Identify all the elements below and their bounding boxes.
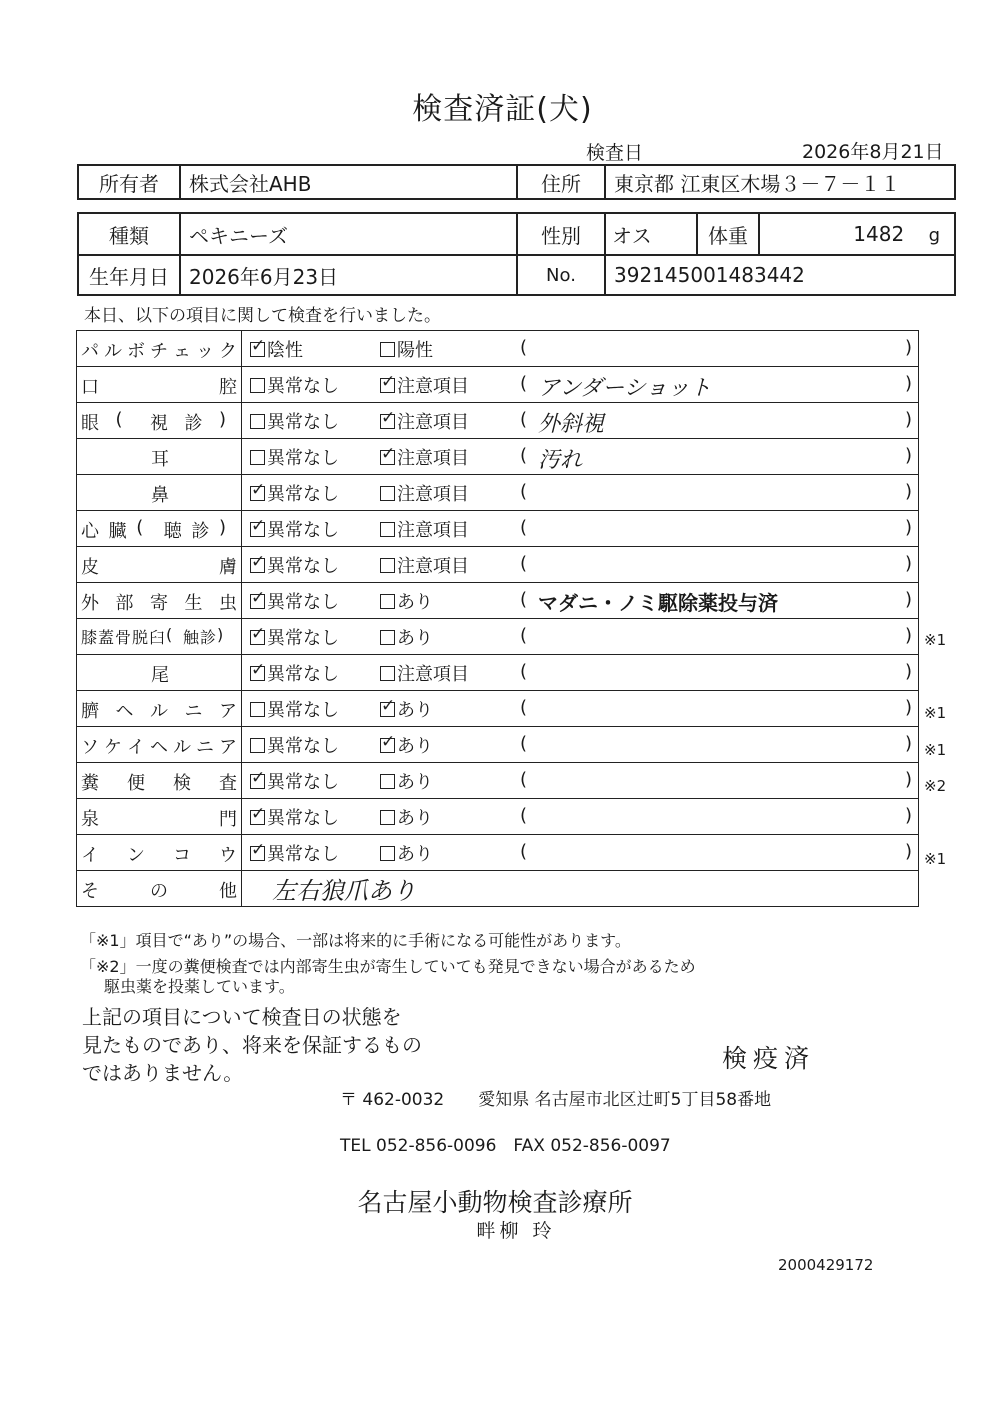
note-cell: [514, 799, 919, 835]
item-name-char: 寄: [150, 593, 168, 614]
table-row: [77, 367, 919, 403]
option-label: 異常なし: [267, 699, 339, 721]
note-cell: [514, 619, 919, 655]
option-finding: [372, 475, 514, 511]
document-title: 検査済証(犬): [412, 92, 593, 127]
birth-label: 生年月日: [78, 255, 180, 295]
footnote-mark: ※1: [924, 850, 947, 869]
sex-label: 性別: [517, 213, 605, 255]
option-finding: [372, 403, 514, 439]
table-row: [77, 799, 919, 835]
item-name-char: 臍: [81, 701, 99, 722]
paren-close: ): [904, 373, 912, 394]
option-normal: [242, 547, 373, 583]
table-row: [77, 727, 919, 763]
option-label: 注意項目: [397, 519, 469, 541]
option-normal: [242, 619, 373, 655]
paren-close: ): [904, 517, 912, 538]
checkbox[interactable]: [380, 846, 395, 861]
clinic-address: 〒 462-0032 愛知県 名古屋市北区辻町5丁目58番地: [340, 1090, 772, 1110]
item-name-char: イ: [81, 845, 99, 866]
table-row: [77, 511, 919, 547]
item-name-char: ): [219, 517, 227, 538]
paren-close: ): [904, 481, 912, 502]
table-row: [77, 691, 919, 727]
item-name: [77, 871, 242, 907]
table-row: [77, 655, 919, 691]
option-finding: [372, 331, 514, 367]
item-name-char: 生: [184, 593, 203, 614]
option-normal: [242, 475, 373, 511]
option-label: 異常なし: [267, 447, 339, 469]
option-label: 異常なし: [267, 771, 339, 793]
note-cell: [514, 583, 919, 619]
item-name-char: ル: [173, 737, 191, 758]
quarantine-stamp: 検疫済: [722, 1044, 816, 1073]
paren-open: (: [520, 697, 528, 718]
checkbox[interactable]: [380, 522, 395, 537]
item-name-char: 鼻: [151, 485, 169, 506]
option-label: あり: [397, 843, 433, 865]
item-name-char: 査: [219, 773, 237, 794]
option-normal: [242, 655, 373, 691]
item-name-char: コ: [173, 845, 191, 866]
note-cell: [514, 403, 919, 439]
note-text: マダニ・ノミ駆除薬投与済: [538, 591, 778, 615]
option-finding: [372, 835, 514, 871]
item-name-char: 蓋: [98, 628, 115, 647]
item-name-char: ル: [104, 341, 122, 362]
option-label: 注意項目: [397, 447, 469, 469]
paren-open: (: [520, 517, 528, 538]
paren-open: (: [520, 769, 528, 790]
item-name-char: ェ: [173, 341, 191, 362]
paren-open: (: [520, 589, 528, 610]
checkbox[interactable]: [380, 450, 395, 465]
disclaimer-line: ではありません。: [82, 1061, 244, 1085]
breed-value: ペキニーズ: [180, 213, 517, 255]
note-text: 外斜視: [538, 412, 605, 437]
table-row: [77, 583, 919, 619]
item-name-char: 眼: [81, 413, 99, 434]
table-row: [77, 331, 919, 367]
birth-value: 2026年6月23日: [180, 255, 517, 295]
paren-open: (: [520, 481, 528, 502]
checkbox[interactable]: [380, 486, 395, 501]
table-row: [77, 439, 919, 475]
item-name-char: ボ: [127, 341, 145, 362]
paren-open: (: [520, 409, 528, 430]
owner-value: 株式会社AHB: [180, 165, 517, 199]
footnote-1: 「※1」項目で“あり”の場合、一部は将来的に手術になる可能性があります。: [80, 931, 631, 950]
paren-close: ): [904, 661, 912, 682]
item-name: [77, 475, 242, 511]
clinic-phone: TEL 052-856-0096 FAX 052-856-0097: [340, 1136, 671, 1156]
option-label: 異常なし: [267, 375, 339, 397]
note-cell: [514, 547, 919, 583]
option-label: 異常なし: [267, 627, 339, 649]
item-name-char: 耳: [151, 449, 169, 470]
table-row-other: [77, 871, 919, 907]
paren-close: ): [904, 841, 912, 862]
option-label: あり: [397, 627, 433, 649]
paren-open: (: [520, 805, 528, 826]
option-label: あり: [397, 735, 433, 757]
other-findings: [242, 871, 919, 907]
checkbox[interactable]: [250, 594, 265, 609]
sex-value: オス: [606, 214, 697, 254]
option-label: 異常なし: [267, 663, 339, 685]
item-name-char: ン: [127, 845, 145, 866]
option-label: 異常なし: [267, 483, 339, 505]
option-finding: [372, 619, 514, 655]
item-name: [77, 835, 242, 871]
item-name: [77, 691, 242, 727]
paren-close: ): [904, 337, 912, 358]
item-name-char: 門: [219, 809, 237, 830]
item-name-char: 診: [191, 521, 210, 542]
address-value: 東京都 江東区木場３－７－１１: [605, 165, 955, 199]
item-name-char: 診: [200, 628, 217, 647]
footnote-2-cont: 駆虫薬を投薬しています。: [104, 977, 295, 996]
paren-open: (: [520, 661, 528, 682]
item-name-char: 脱: [132, 628, 149, 647]
paren-close: ): [904, 805, 912, 826]
option-label: 注意項目: [397, 555, 469, 577]
paren-close: ): [904, 625, 912, 646]
item-name-char: ウ: [219, 845, 237, 866]
intro-text: 本日、以下の項目に関して検査を行いました。: [84, 306, 441, 326]
checkbox[interactable]: [250, 702, 265, 717]
table-row: [77, 763, 919, 799]
option-label: 注意項目: [397, 411, 469, 433]
item-name-char: ヘ: [150, 737, 168, 758]
item-name-char: ニ: [196, 737, 214, 758]
option-label: あり: [397, 591, 433, 613]
item-name: [77, 547, 242, 583]
option-label: 異常なし: [267, 735, 339, 757]
option-label: 異常なし: [267, 411, 339, 433]
item-name-char: 聴: [163, 521, 182, 542]
option-label: 陽性: [397, 339, 433, 361]
item-name-char: 糞: [81, 773, 99, 794]
item-name-char: ): [217, 625, 224, 644]
option-finding: [372, 655, 514, 691]
checkbox[interactable]: [380, 342, 395, 357]
item-name: [77, 799, 242, 835]
paren-open: (: [520, 373, 528, 394]
checkbox[interactable]: [380, 810, 395, 825]
option-label: 異常なし: [267, 591, 339, 613]
item-name: [77, 619, 242, 655]
item-name-char: 骨: [115, 628, 132, 647]
checkbox[interactable]: [250, 450, 265, 465]
item-name-char: 外: [81, 593, 99, 614]
option-normal: [242, 511, 373, 547]
item-name: [77, 763, 242, 799]
option-normal: [242, 763, 373, 799]
option-label: あり: [397, 807, 433, 829]
option-finding: [372, 511, 514, 547]
paren-open: (: [520, 625, 528, 646]
option-finding: [372, 799, 514, 835]
item-name-char: そ: [81, 881, 99, 902]
item-name-char: ): [219, 409, 227, 430]
note-cell: [514, 475, 919, 511]
checkbox[interactable]: [380, 414, 395, 429]
option-normal: [242, 583, 373, 619]
checkbox[interactable]: [380, 558, 395, 573]
option-label: 陰性: [267, 339, 303, 361]
pet-table: [77, 212, 956, 296]
item-name-char: 便: [127, 773, 145, 794]
item-name: [77, 367, 242, 403]
checkbox[interactable]: [250, 738, 265, 753]
checkbox[interactable]: [250, 486, 265, 501]
option-normal: [242, 331, 373, 367]
item-name-char: 心: [81, 521, 99, 542]
option-finding: [372, 583, 514, 619]
item-name: [77, 439, 242, 475]
item-name-char: 診: [184, 413, 203, 434]
item-name: [77, 655, 242, 691]
note-cell: [514, 835, 919, 871]
option-label: 注意項目: [397, 483, 469, 505]
item-name: [77, 403, 242, 439]
clinic-name: 名古屋小動物検査診療所: [357, 1188, 633, 1217]
option-label: 注意項目: [397, 663, 469, 685]
item-name-char: ア: [219, 701, 237, 722]
paren-close: ): [904, 409, 912, 430]
paren-close: ): [904, 445, 912, 466]
item-name: [77, 727, 242, 763]
paren-open: (: [520, 841, 528, 862]
paren-close: ): [904, 553, 912, 574]
footnote-mark: ※1: [924, 740, 947, 759]
paren-close: ): [904, 697, 912, 718]
checkbox[interactable]: [380, 774, 395, 789]
doctor-name: 畔柳 玲: [476, 1220, 556, 1242]
table-row: [77, 835, 919, 871]
checkbox[interactable]: [380, 666, 395, 681]
item-name-char: 口: [81, 377, 99, 398]
checkbox[interactable]: [250, 666, 265, 681]
checkbox[interactable]: [250, 342, 265, 357]
paren-close: ): [904, 733, 912, 754]
other-text: 左右狼爪あり: [272, 877, 416, 905]
item-name-char: 視: [150, 413, 168, 434]
option-finding: [372, 439, 514, 475]
option-finding: [372, 547, 514, 583]
item-name-char: ヘ: [115, 701, 134, 722]
item-name-char: 泉: [81, 809, 99, 830]
option-normal: [242, 367, 373, 403]
item-name-char: 他: [219, 881, 237, 902]
option-normal: [242, 835, 373, 871]
checkbox[interactable]: [380, 702, 395, 717]
note-cell: [514, 727, 919, 763]
item-name-char: パ: [81, 341, 99, 362]
paren-open: (: [520, 337, 528, 358]
item-name-char: 臼: [149, 628, 166, 647]
paren-open: (: [520, 445, 528, 466]
option-normal: [242, 691, 373, 727]
no-label: No.: [517, 255, 605, 295]
item-name-char: (: [115, 409, 123, 430]
option-finding: [372, 727, 514, 763]
exam-date-label: 検査日: [586, 142, 644, 164]
checkbox[interactable]: [250, 630, 265, 645]
item-name-char: 膚: [219, 557, 237, 578]
exam-date: 2026年8月21日: [802, 141, 944, 163]
option-label: 異常なし: [267, 807, 339, 829]
owner-label: 所有者: [78, 165, 180, 199]
note-text: 汚れ: [538, 448, 583, 473]
checkbox[interactable]: [250, 810, 265, 825]
weight-label: 体重: [697, 214, 759, 254]
option-label: 異常なし: [267, 519, 339, 541]
item-name-char: ア: [219, 737, 237, 758]
disclaimer-line: 上記の項目について検査日の状態を: [82, 1005, 402, 1029]
option-normal: [242, 403, 373, 439]
option-label: 注意項目: [397, 375, 469, 397]
checkbox[interactable]: [250, 774, 265, 789]
note-cell: [514, 763, 919, 799]
weight-value: 1482: [853, 222, 905, 246]
option-normal: [242, 727, 373, 763]
note-cell: [514, 655, 919, 691]
item-name-char: 触: [183, 628, 200, 647]
checkbox[interactable]: [250, 378, 265, 393]
item-name: [77, 331, 242, 367]
item-name-char: ク: [219, 341, 237, 362]
footnote-2: 「※2」一度の糞便検査では内部寄生虫が寄生していても発見できない場合があるため: [80, 957, 696, 976]
checkbox[interactable]: [250, 846, 265, 861]
option-label: あり: [397, 771, 433, 793]
item-name-char: 皮: [81, 557, 99, 578]
item-name-char: (: [136, 517, 144, 538]
item-name-char: イ: [127, 737, 145, 758]
breed-label: 種類: [78, 213, 180, 255]
option-normal: [242, 439, 373, 475]
paren-open: (: [520, 733, 528, 754]
item-name-char: 腔: [219, 377, 237, 398]
note-cell: [514, 331, 919, 367]
item-name-char: 部: [115, 593, 134, 614]
note-cell: [514, 439, 919, 475]
item-name-char: チ: [150, 341, 168, 362]
owner-table: [77, 164, 956, 200]
registration-no: 392145001483442: [605, 255, 955, 295]
item-name-char: 膝: [81, 628, 98, 647]
checkbox[interactable]: [380, 738, 395, 753]
option-finding: [372, 367, 514, 403]
item-name-char: 虫: [219, 593, 237, 614]
item-name-char: ッ: [196, 341, 214, 362]
item-name-char: 検: [173, 773, 191, 794]
item-name-char: (: [166, 625, 173, 644]
weight-unit: g: [928, 225, 940, 246]
table-row: [77, 475, 919, 511]
paren-close: ): [904, 589, 912, 610]
item-name: [77, 583, 242, 619]
note-cell: [514, 367, 919, 403]
table-row: [77, 619, 919, 655]
item-name-char: ル: [150, 701, 168, 722]
checkbox[interactable]: [380, 630, 395, 645]
footnote-mark: ※2: [924, 777, 947, 796]
table-row: [77, 403, 919, 439]
checkbox[interactable]: [250, 414, 265, 429]
address-label: 住所: [517, 165, 605, 199]
checkbox[interactable]: [380, 594, 395, 609]
inspection-table: [76, 330, 919, 907]
item-name-char: の: [150, 881, 168, 902]
item-name-char: ソ: [81, 737, 99, 758]
item-name-char: 尾: [151, 665, 169, 686]
item-name-char: ニ: [184, 701, 203, 722]
footnote-mark: ※1: [924, 704, 947, 722]
footnote-mark: ※1: [924, 630, 947, 649]
option-label: 異常なし: [267, 843, 339, 865]
paren-open: (: [520, 553, 528, 574]
option-finding: [372, 691, 514, 727]
disclaimer: [82, 1003, 422, 1087]
checkbox[interactable]: [250, 522, 265, 537]
paren-close: ): [904, 769, 912, 790]
serial-number: 2000429172: [778, 1256, 874, 1274]
checkbox[interactable]: [250, 558, 265, 573]
option-label: あり: [397, 699, 433, 721]
item-name: [77, 511, 242, 547]
note-cell: [514, 511, 919, 547]
option-label: 異常なし: [267, 555, 339, 577]
option-normal: [242, 799, 373, 835]
disclaimer-line: 見たものであり、将来を保証するもの: [82, 1033, 422, 1057]
item-name-char: 臓: [108, 521, 127, 542]
note-cell: [514, 691, 919, 727]
checkbox[interactable]: [380, 378, 395, 393]
option-finding: [372, 763, 514, 799]
note-text: アンダーショット: [538, 376, 712, 401]
table-row: [77, 547, 919, 583]
item-name-char: ケ: [104, 737, 122, 758]
